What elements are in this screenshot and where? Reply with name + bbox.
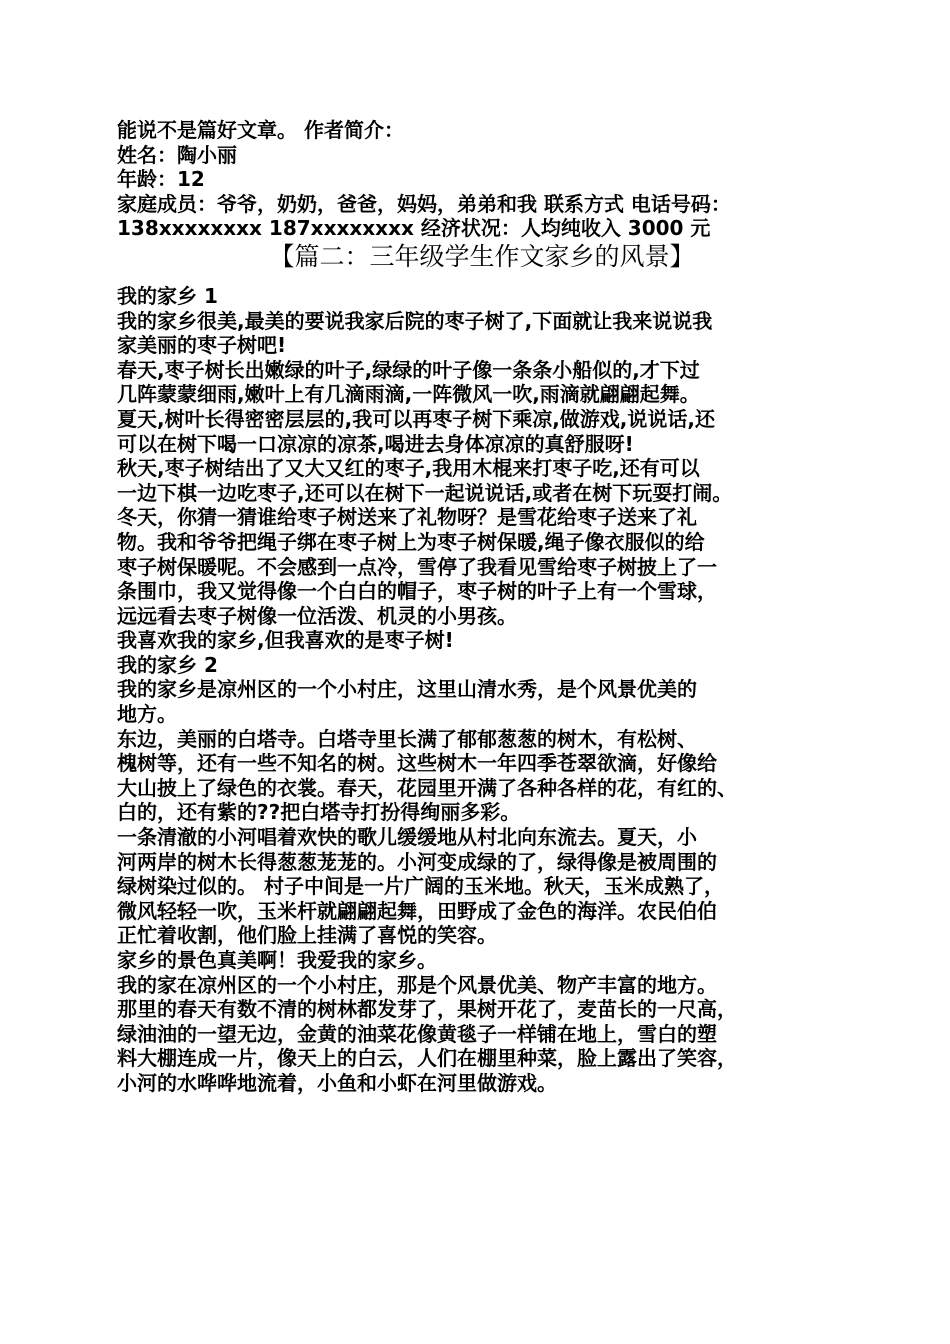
body-text <box>117 284 847 1096</box>
text-line: 料大棚连成一片，像天上的白云，人们在棚里种菜，脸上露出了笑容， <box>117 1046 737 1071</box>
text-line: 那里的春天有数不清的树林都发芽了，果树开花了，麦苗长的一尺高， <box>117 997 737 1022</box>
text-line: 一条清澈的小河唱着欢快的歌儿缓缓地从村北向东流去。夏天，小 <box>117 825 697 850</box>
text-line: 冬天，你猜一猜谁给枣子树送来了礼物呀？是雪花给枣子送来了礼 <box>117 505 697 530</box>
text-line: 可以在树下喝一口凉凉的凉茶,喝进去身体凉凉的真舒服呀! <box>117 431 634 456</box>
text-line: 家乡的景色真美啊！我爱我的家乡。 <box>117 948 437 972</box>
text-line: 姓名：陶小丽 <box>117 142 237 167</box>
text-line: 年龄：12 <box>117 167 205 192</box>
text-line: 我的家乡 2 <box>117 652 218 677</box>
section-title: 【篇二：三年级学生作文家乡的风景】 <box>269 241 695 271</box>
text-line: 微风轻轻一吹，玉米杆就翩翩起舞，田野成了金色的海洋。农民伯伯 <box>117 898 717 923</box>
text-line: 条围巾，我又觉得像一个白白的帽子，枣子树的叶子上有一个雪球， <box>117 579 717 604</box>
text-line: 绿树染过似的。 村子中间是一片广阔的玉米地。秋天，玉米成熟了， <box>117 874 724 899</box>
text-line: 白的，还有紫的??把白塔寺打扮得绚丽多彩。 <box>117 800 521 825</box>
text-line: 几阵蒙蒙细雨,嫩叶上有几滴雨滴,一阵微风一吹,雨滴就翩翩起舞。 <box>117 382 700 407</box>
text-line: 能说不是篇好文章。 作者简介： <box>117 118 404 142</box>
text-line: 槐树等，还有一些不知名的树。这些树木一年四季苍翠欲滴，好像给 <box>117 751 717 776</box>
text-line: 枣子树保暖呢。不会感到一点冷，雪停了我看见雪给枣子树披上了一 <box>117 554 717 579</box>
text-line: 物。我和爷爷把绳子绑在枣子树上为枣子树保暖,绳子像衣服似的给 <box>117 529 705 554</box>
text-line: 春天,枣子树长出嫩绿的叶子,绿绿的叶子像一条条小船似的,才下过 <box>117 357 700 382</box>
text-line: 地方。 <box>117 702 177 727</box>
text-line: 秋天,枣子树结出了又大又红的枣子,我用木棍来打枣子吃,还有可以 <box>117 456 700 481</box>
text-line: 河两岸的树木长得葱葱茏茏的。小河变成绿的了，绿得像是被周围的 <box>117 849 717 874</box>
text-line: 我的家乡 1 <box>117 283 218 308</box>
text-line: 远远看去枣子树像一位活泼、机灵的小男孩。 <box>117 603 517 628</box>
text-line: 我的家乡是凉州区的一个小村庄，这里山清水秀，是个风景优美的 <box>117 677 697 702</box>
text-line: 我喜欢我的家乡,但我喜欢的是枣子树! <box>117 628 454 653</box>
text-line: 一边下棋一边吃枣子,还可以在树下一起说说话,或者在树下玩耍打闹。 <box>117 480 733 505</box>
text-line: 我的家乡很美,最美的要说我家后院的枣子树了,下面就让我来说说我 <box>117 308 713 333</box>
text-line: 小河的水哗哗地流着，小鱼和小虾在河里做游戏。 <box>117 1070 557 1095</box>
text-line: 家美丽的枣子树吧! <box>117 333 287 358</box>
text-line: 绿油油的一望无边，金黄的油菜花像黄毯子一样铺在地上，雪白的塑 <box>117 1021 717 1046</box>
text-line: 大山披上了绿色的衣裳。春天，花园里开满了各种各样的花，有红的、 <box>117 775 737 800</box>
text-line: 夏天,树叶长得密密层层的,我可以再枣子树下乘凉,做游戏,说说话,还 <box>117 406 715 431</box>
document-content <box>117 118 847 1096</box>
text-line: 东边，美丽的白塔寺。白塔寺里长满了郁郁葱葱的树木，有松树、 <box>117 726 697 751</box>
text-line: 正忙着收割，他们脸上挂满了喜悦的笑容。 <box>117 923 497 948</box>
text-line: 我的家在凉州区的一个小村庄，那是个风景优美、物产丰富的地方。 <box>117 972 717 997</box>
text-line: 家庭成员：爷爷，奶奶，爸爸，妈妈，弟弟和我 联系方式 电话号码： <box>117 191 731 216</box>
text-line: 138xxxxxxxx 187xxxxxxxx 经济状况：人均纯收入 3000 元 <box>117 216 711 241</box>
